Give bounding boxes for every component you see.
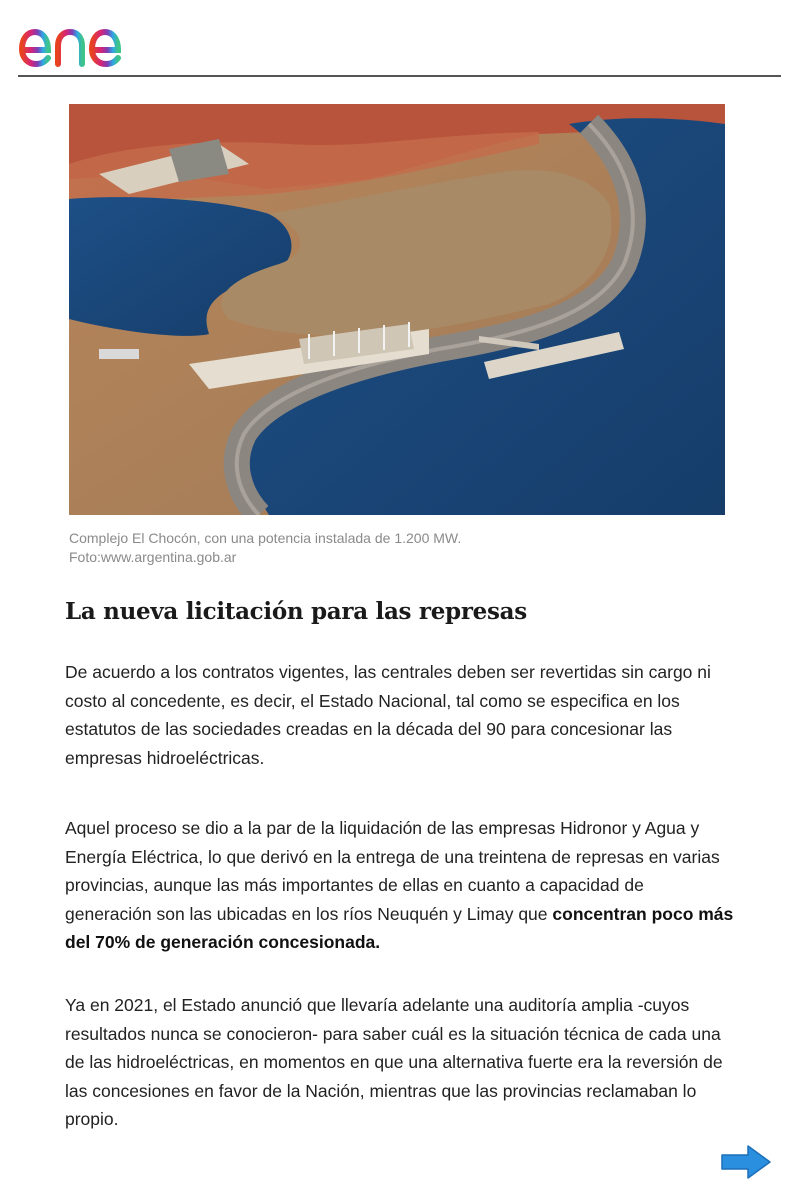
paragraph-3: Ya en 2021, el Estado anunció que llevaría adelante una auditoría amplia -cuyos resultados nunca se conocieron- para saber cuál es la situación técnica de cada una de las hidroeléctricas, en momentos en que una alternativa fuerte era la reversión de las concesiones en favor de la Nación, mientras que las provincias reclamaban lo propio.: [65, 995, 723, 1130]
caption-line-1: Complejo El Chocón, con una potencia instalada de 1.200 MW.: [69, 530, 462, 546]
paragraph-1: De acuerdo a los contratos vigentes, las centrales deben ser revertidas sin cargo ni costo al concedente, es decir, el Estado Nacional, tal como se especifica en los estatutos de las sociedades creadas en la década del 90 para concesionar las empresas hidroeléctricas.: [65, 662, 711, 768]
enel-logo[interactable]: [18, 8, 178, 68]
dam-aerial-photo: [69, 104, 725, 515]
arrow-right-icon[interactable]: [720, 1144, 772, 1180]
photo-caption: [69, 529, 725, 567]
site-header: [18, 0, 781, 77]
paragraph-2-highlight: concentran poco más del 70% de generación concesionada.: [65, 903, 734, 953]
paragraph-2-text: Aquel proceso se dio a la par de la liquidación de las empresas Hidronor y Agua y Energía Eléctrica, lo que derivó en la entrega de una treintena de represas en varias provincias, aunque las más importantes de ellas en cuanto a capacidad de generación son las ubicadas en los ríos Neuquén y Limay que: [65, 818, 720, 924]
paragraph-2: [65, 814, 735, 957]
caption-source: Foto:www.argentina.gob.ar: [69, 549, 237, 565]
section-headline: La nueva licitación para las represas: [65, 598, 527, 625]
